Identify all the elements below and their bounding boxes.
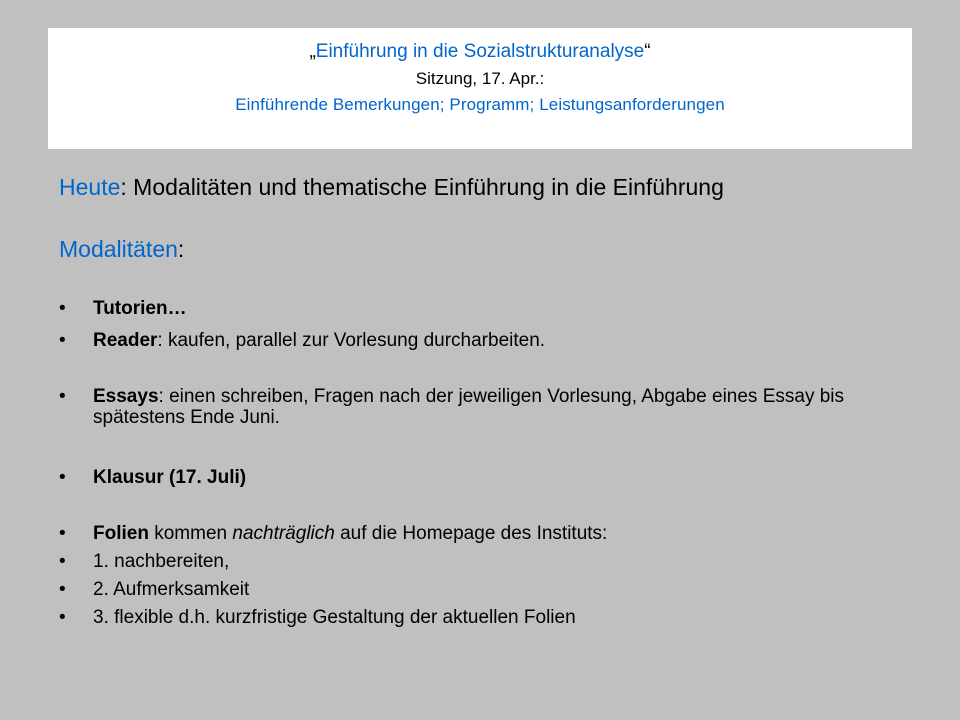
bullet-dot: •: [59, 330, 66, 351]
bullet-item-1: [59, 551, 879, 572]
modalitaeten-colon: :: [177, 236, 185, 262]
bullet-dot: •: [59, 607, 66, 628]
heute-line: [59, 173, 724, 201]
bullet-item-3: [59, 607, 879, 628]
essays-text: : einen schreiben, Fragen nach der jeweiligen Vorlesung, Abgabe eines Essay bis spätestens Ende Juni.: [93, 386, 845, 428]
folien-middle: kommen: [148, 523, 233, 544]
bullet-reader: [59, 330, 879, 351]
bullet-folien: [59, 523, 879, 544]
heute-text: : Modalitäten und thematische Einführung in die Einführung: [120, 174, 724, 200]
title-close-quote: “: [644, 41, 651, 62]
bullet-dot: •: [59, 551, 66, 572]
bullet-dot: •: [59, 523, 66, 544]
item-2-text: 2. Aufmerksamkeit: [93, 579, 250, 600]
bullet-dot: •: [59, 467, 66, 488]
folien-rest: auf die Homepage des Instituts:: [334, 523, 608, 544]
slide-title: [48, 41, 912, 63]
bullet-klausur: [59, 467, 879, 488]
header-box: [48, 28, 912, 149]
bullet-dot: •: [59, 386, 66, 407]
essays-label: Essays: [93, 386, 159, 407]
klausur-label: Klausur (17. Juli): [93, 467, 247, 488]
reader-text: : kaufen, parallel zur Vorlesung durcharbeiten.: [157, 330, 546, 351]
session-topics: Einführende Bemerkungen; Programm; Leistungsanforderungen: [235, 95, 725, 114]
bullet-essays: [59, 386, 879, 428]
tutorien-label: Tutorien…: [93, 298, 187, 319]
modalitaeten-heading: [59, 235, 184, 263]
item-1-text: 1. nachbereiten,: [93, 551, 230, 572]
session-date: Sitzung, 17. Apr.:: [415, 69, 545, 88]
heute-label: Heute: [59, 174, 121, 200]
bullet-item-2: [59, 579, 879, 600]
bullet-dot: •: [59, 298, 66, 319]
bullet-tutorien: [59, 298, 879, 319]
folien-label: Folien: [93, 523, 149, 544]
folien-italic: nachträglich: [232, 523, 335, 544]
item-3-text: 3. flexible d.h. kurzfristige Gestaltung der aktuellen Folien: [93, 607, 576, 628]
title-text: Einführung in die Sozialstrukturanalyse: [315, 41, 645, 62]
title-open-quote: „: [309, 41, 316, 62]
bullet-dot: •: [59, 579, 66, 600]
modalitaeten-label: Modalitäten: [59, 236, 178, 262]
reader-label: Reader: [93, 330, 158, 351]
